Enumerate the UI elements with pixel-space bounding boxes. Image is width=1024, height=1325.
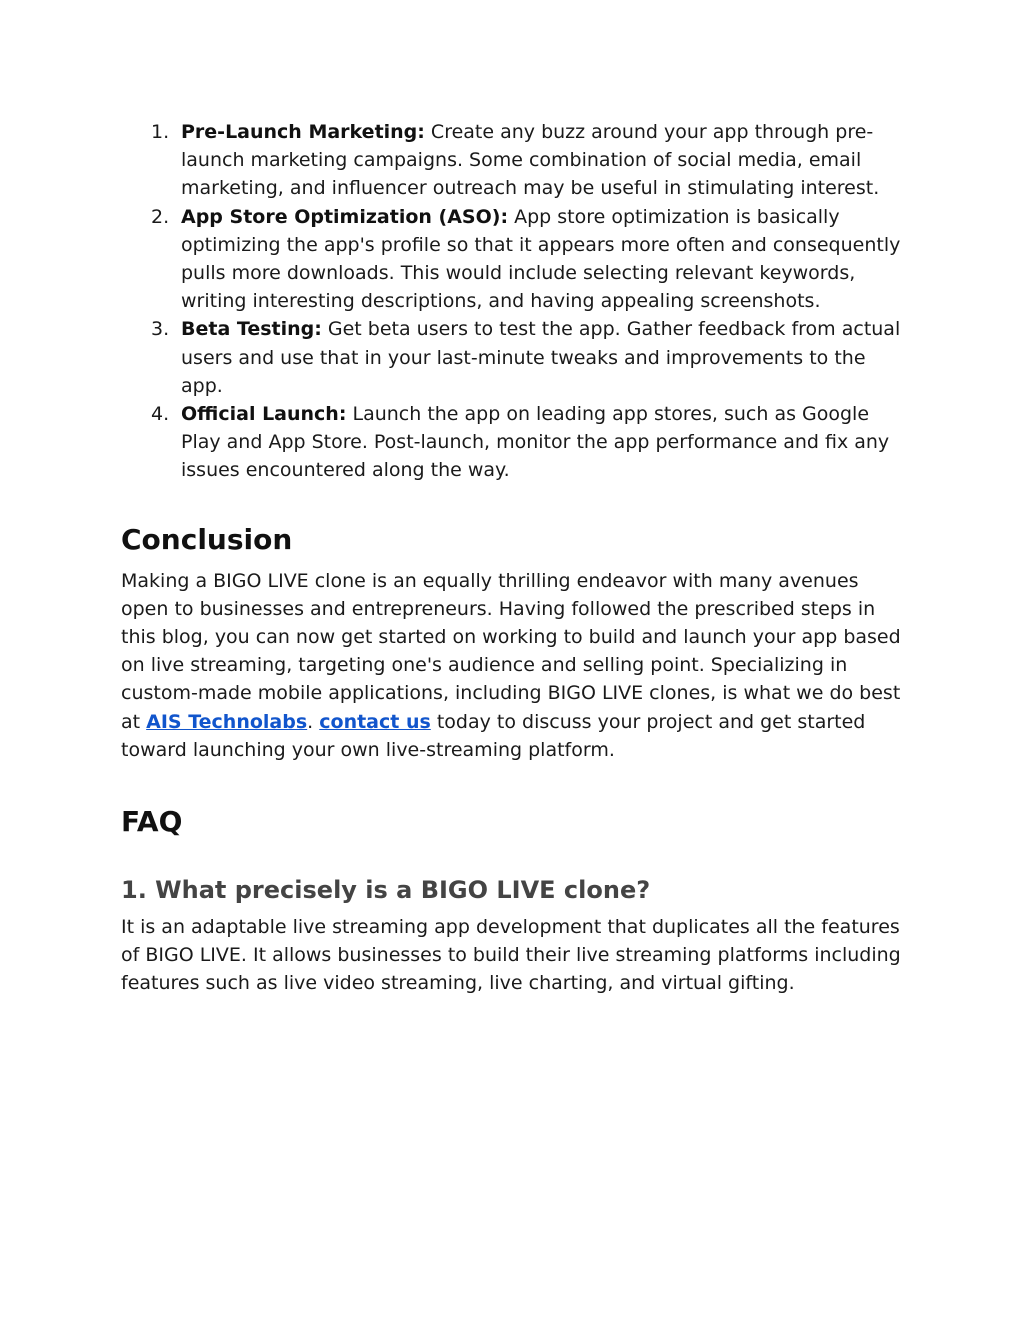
list-item (151, 315, 911, 400)
list-item-title: Pre-Launch Marketing: (181, 121, 425, 143)
faq-answer: It is an adaptable live streaming app development that duplicates all the features of BIGO LIVE. It allows businesses to build their live streaming platforms including features such as live video streaming, live charting, and virtual gifting. (121, 916, 901, 995)
list-item-text: App store optimization is basically optimizing the app's profile so that it appears more often and consequently pulls more downloads. This would include selecting relevant keywords, writing interesting descriptions, and having appealing screenshots. (181, 205, 901, 313)
list-item (151, 400, 911, 485)
list-item-text: Create any buzz around your app through pre-launch marketing campaigns. Some combination of social media, email marketing, and influencer outreach may be useful in stimulating interest. (181, 121, 880, 200)
list-item-title: Official Launch: (181, 403, 347, 426)
list-item-text: Get beta users to test the app. Gather feedback from actual users and use that in your last-minute tweaks and improvements to the app. (181, 318, 901, 397)
faq-question: 1. What precisely is a BIGO LIVE clone? (121, 876, 651, 905)
conclusion-text: Making a BIGO LIVE clone is an equally thrilling endeavor with many avenues open to businesses and entrepreneurs. Having followed the prescribed steps in this blog, you can now get started on working to build and launch your app based on live streaming, targeting one's audience and selling point. Specializing in custom-made mobile applications, including BIGO LIVE clones, is what we do best at (121, 569, 901, 733)
document-page (121, 118, 911, 998)
contact-us-link[interactable]: contact us (319, 710, 431, 733)
conclusion-separator: . (307, 710, 320, 733)
list-item-title: Beta Testing: (181, 318, 322, 341)
list-item-number: 1. (151, 121, 170, 143)
list-item (151, 118, 911, 203)
ais-technolabs-link[interactable]: AIS Technolabs (146, 710, 308, 733)
list-item-number: 3. (151, 318, 170, 341)
conclusion-text-end: today to discuss your project and get started toward launching your own live-streaming platform. (121, 710, 866, 761)
conclusion-heading: Conclusion (121, 522, 293, 556)
list-item-number: 2. (151, 205, 170, 228)
list-item-text: Launch the app on leading app stores, such as Google Play and App Store. Post-launch, monitor the app performance and fix any issues encountered along the way. (181, 403, 890, 482)
launch-steps-list (121, 118, 911, 485)
list-item-number: 4. (151, 403, 170, 426)
list-item (151, 203, 911, 316)
conclusion-paragraph (121, 567, 911, 764)
faq-heading: FAQ (121, 805, 183, 839)
list-item-title: App Store Optimization (ASO): (181, 205, 509, 228)
